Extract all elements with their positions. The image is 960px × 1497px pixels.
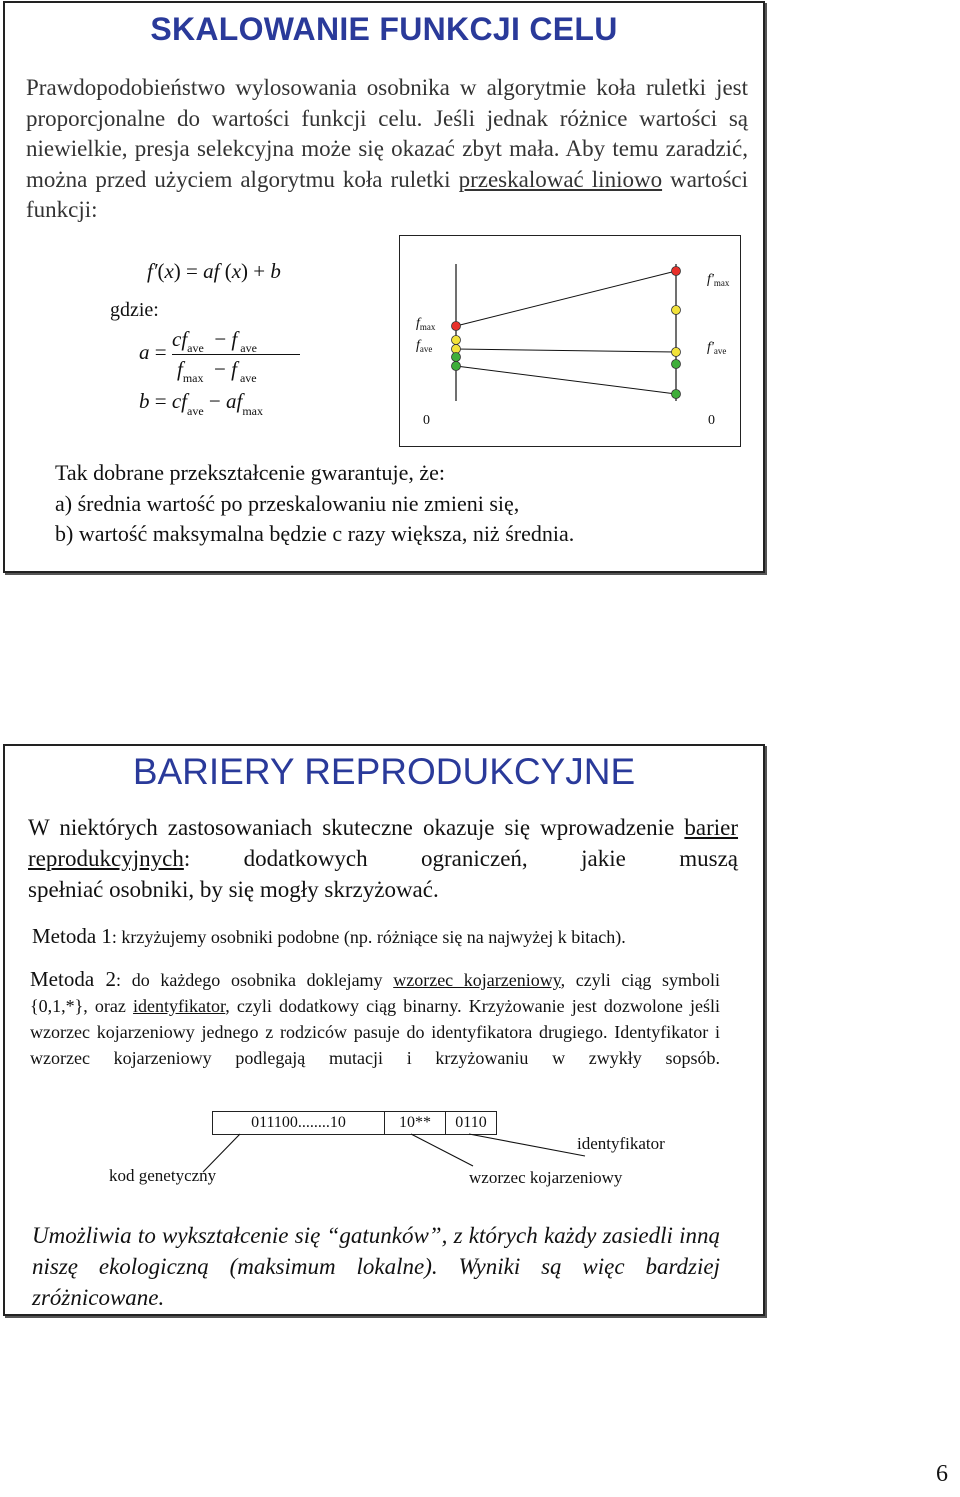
slide-title: BARIERY REPRODUKCYJNE bbox=[132, 751, 636, 792]
conclusion-line: a) średnia wartość po przeskalowaniu nie zmieni się, bbox=[55, 490, 520, 516]
genome-segment-pattern: 10** bbox=[385, 1112, 446, 1134]
method-1: Metoda 1: krzyżujemy osobniki podobne (np. różniące się na najwyżej k bitach). bbox=[32, 924, 626, 948]
label-genetic-code: kod genetyczny bbox=[109, 1166, 217, 1185]
page-number: 6 bbox=[936, 1461, 948, 1487]
method-2: Metoda 2: do każdego osobnika doklejamy wzorzec kojarzeniowy, czyli ciąg symboli {0,1,*}, oraz identyfikator, czyli dodatkowy ciąg binarny. Krzyżowanie jest dozwolone jeśli wzorzec kojarzeniowy jednego z rodziców pasuje do identyfikatora drugiego. Identyfikator i wzorzec kojarzeniowy podlegają mutacji i krzyżowaniu w zwykły sopsób. bbox=[30, 967, 721, 1068]
formula-b: $b = cf_{ave} - af_{max}$ bbox=[139, 389, 264, 418]
where-label: gdzie: bbox=[110, 299, 159, 321]
label-mating-pattern: wzorzec kojarzeniowy bbox=[469, 1168, 623, 1187]
scaling-intro: Prawdopodobieństwo wylosowania osobnika w algorytmie koła ruletki jest proporcjonalne do wartości funkcji celu. Jeśli jednak różnice wartości są niewielkie, presja selekcyjna może się okazać zbyt mała. Aby temu zaradzić, można przed użyciem algorytmu koła ruletki przeskalować liniowo wartości funkcji: bbox=[26, 75, 749, 222]
scaling-diagram bbox=[399, 235, 741, 447]
linear-scaling-term: przeskalować liniowo bbox=[458, 166, 663, 192]
closing-remark: Umożliwia to wykształcenie się “gatunków”, z których każdy zasiedli inną niszę ekologiczną (maksimum lokalne). Wyniki są więc bardziej zróżnicowane. bbox=[32, 1223, 720, 1310]
label-zero-right: 0 bbox=[708, 413, 715, 428]
slide-scaling bbox=[3, 1, 765, 573]
identifier-term: identyfikator bbox=[133, 996, 226, 1016]
label-fave-left: $f_{ave}$ bbox=[416, 338, 433, 354]
method-1-label: Metoda 1 bbox=[32, 924, 112, 948]
genome-segment-code: 011100........10 bbox=[213, 1112, 385, 1134]
label-fmax-left: $f_{max}$ bbox=[416, 316, 436, 332]
label-fmax-right: $f'_{max}$ bbox=[707, 272, 730, 288]
conclusion-line: b) wartość maksymalna będzie c razy większa, niż średnia. bbox=[55, 521, 575, 546]
label-identifier: identyfikator bbox=[577, 1134, 665, 1153]
slide-barriers bbox=[3, 744, 765, 1316]
main-formula: f′(x) = af (x) + b bbox=[147, 259, 281, 283]
barriers-intro: W niektórych zastosowaniach skuteczne okazuje się wprowadzenie barier reprodukcyjnych: dodatkowych ograniczeń, jakie muszą spełniać osobniki, by się mogły skrzyżować. bbox=[28, 815, 739, 902]
scaling-conclusion bbox=[55, 458, 574, 550]
method-2-label: Metoda 2 bbox=[30, 967, 117, 991]
formula-a: a = $cf_{ave} - f$ $_{ave}$ $f_{max} - f$ $_{ave}$ bbox=[139, 321, 299, 387]
label-fave-right: $f'_{ave}$ bbox=[707, 340, 727, 356]
slide-title: SKALOWANIE FUNKCJI CELU bbox=[150, 11, 618, 47]
scaling-diagram-svg bbox=[400, 236, 740, 446]
mating-pattern-term: wzorzec kojarzeniowy bbox=[393, 970, 561, 990]
conclusion-line: Tak dobrane przekształcenie gwarantuje, że: bbox=[55, 460, 445, 485]
reproductive-barriers-term: barier reprodukcyjnych bbox=[28, 815, 739, 871]
genome-segment-identifier: 0110 bbox=[455, 1114, 487, 1131]
label-zero-left: 0 bbox=[423, 413, 430, 428]
